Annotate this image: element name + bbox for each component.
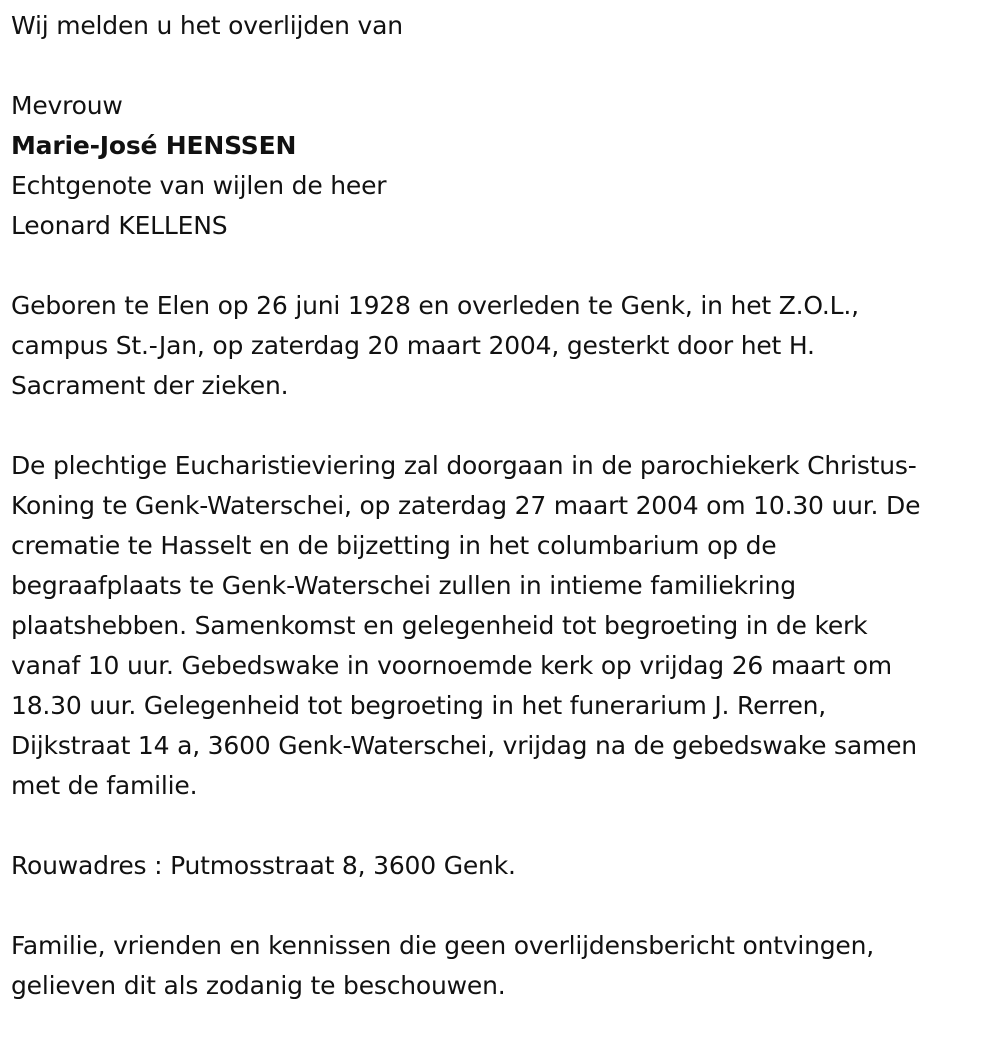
paragraph-line: Familie, vrienden en kennissen die geen overlijdensbericht ontvingen, <box>11 931 875 960</box>
paragraph-line: Sacrament der zieken. <box>11 371 289 400</box>
mourning-address: Rouwadres : Putmosstraat 8, 3600 Genk. <box>11 851 516 880</box>
paragraph-line: crematie te Hasselt en de bijzetting in het columbarium op de <box>11 531 777 560</box>
death-notice <box>11 6 996 1006</box>
paragraph-line: begraafplaats te Genk-Waterschei zullen in intieme familiekring <box>11 571 796 600</box>
spacer <box>11 886 996 926</box>
ceremony-paragraph <box>11 446 996 806</box>
paragraph-line: De plechtige Eucharistieviering zal doorgaan in de parochiekerk Christus- <box>11 451 917 480</box>
salutation: Mevrouw <box>11 91 123 120</box>
birth-death-paragraph <box>11 286 996 406</box>
paragraph-line: Dijkstraat 14 a, 3600 Genk-Waterschei, vrijdag na de gebedswake samen <box>11 731 917 760</box>
paragraph-line: campus St.-Jan, op zaterdag 20 maart 2004, gesterkt door het H. <box>11 331 815 360</box>
paragraph-line: plaatshebben. Samenkomst en gelegenheid tot begroeting in de kerk <box>11 611 868 640</box>
closing-paragraph <box>11 926 996 1006</box>
paragraph-line: 18.30 uur. Gelegenheid tot begroeting in het funerarium J. Rerren, <box>11 691 827 720</box>
paragraph-line: Geboren te Elen op 26 juni 1928 en overleden te Genk, in het Z.O.L., <box>11 291 859 320</box>
spacer <box>11 806 996 846</box>
paragraph-line: vanaf 10 uur. Gebedswake in voornoemde kerk op vrijdag 26 maart om <box>11 651 892 680</box>
spacer <box>11 46 996 86</box>
intro-text: Wij melden u het overlijden van <box>11 11 403 40</box>
spacer <box>11 406 996 446</box>
paragraph-line: met de familie. <box>11 771 198 800</box>
paragraph-line: Koning te Genk-Waterschei, op zaterdag 27 maart 2004 om 10.30 uur. De <box>11 491 921 520</box>
spouse-name: Leonard KELLENS <box>11 211 228 240</box>
spacer <box>11 246 996 286</box>
deceased-name: Marie-José HENSSEN <box>11 131 297 160</box>
paragraph-line: gelieven dit als zodanig te beschouwen. <box>11 971 506 1000</box>
relation-text: Echtgenote van wijlen de heer <box>11 171 387 200</box>
